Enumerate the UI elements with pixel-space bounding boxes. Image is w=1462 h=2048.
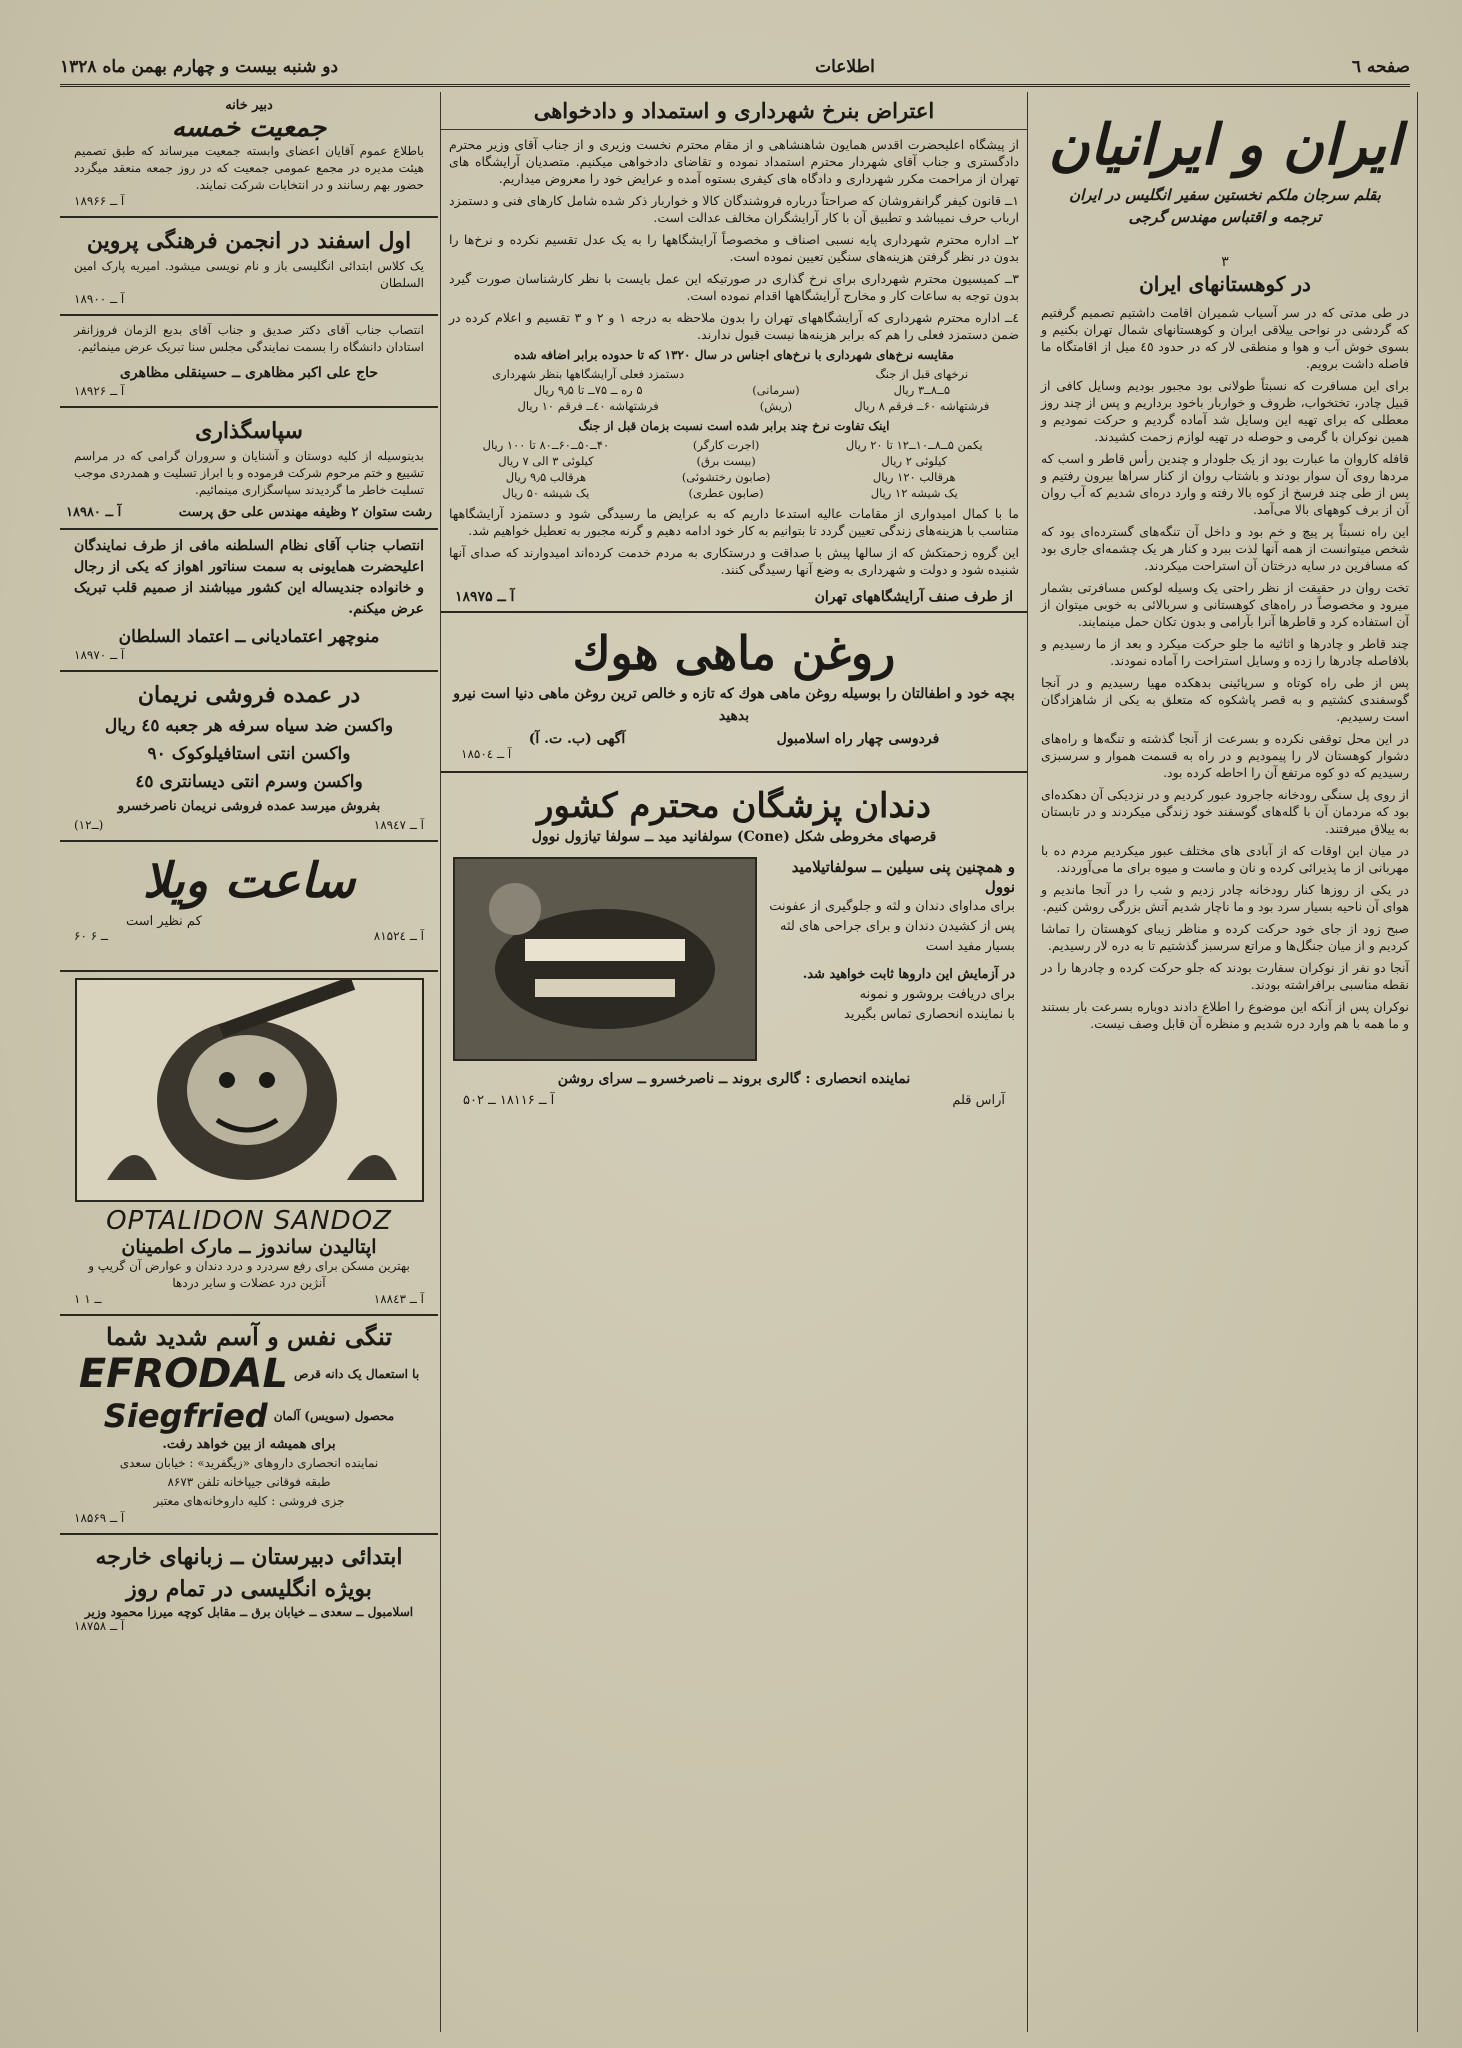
complaint-item: ۳ــ کمیسیون محترم شهرداری برای نرخ گذاری در صورتیکه این عمل بایست با نظر کارشناسان صورت گیرد بدون توجه به ساعات کار و مخارج آرایشگاهها اقدام نموده است. [449,271,1019,303]
dental-photo-icon [455,859,755,1059]
table-cell: فرشتهاشه ۶۰ــ فرقم ۸ ریال [854,399,990,413]
ad-school [60,1535,438,1639]
ad-code: ۶۰ ــ ۶ [74,929,109,943]
complaint-body-2 [441,505,1027,578]
ad-title: تنگی نفس و آسم شدید شما [106,1322,392,1351]
ad-text: انتصاب جناب آقای دکتر صدیق و جناب آقای بدیع الزمان فروزانفر استادان دانشگاه را بسمت نمایندگی مجلس سنا تبریک عرض مینمائیم. [74,323,424,354]
ad-agency: آگهی (ب. ت. آ) [528,731,626,747]
ad-subtitle: قرصهای مخروطی شکل (Cone) سولفانید مید ــ سولفا تیازول نوول [531,829,937,845]
ad-text: یک کلاس ابتدائی انگلیسی باز و نام نویسی میشود. امیریه پارک امین السلطان [74,259,424,290]
table-row [441,469,1027,485]
paragraph: صبح زود از جای خود حرکت کرده و مناظر زیبای کوهستان را تماشا کردیم و از میان جنگل‌ها و مراتع سرسبز گذشتیم تا به دره لار رسیدیم. [1041,921,1409,953]
ad-footer [66,929,432,943]
table-row [441,437,1027,453]
ad-subtitle: کم نظیر است [126,914,202,929]
ad-details [769,857,1015,1061]
ad-text: با نماینده انحصاری تماس بگیرید [844,1007,1015,1022]
ad-fish-oil [441,613,1027,773]
ad-maker-text: محصول (سویس) آلمان [273,1409,395,1423]
table-cell: (صابون رختشوئی) [681,470,771,484]
complaint-item: ۲ــ اداره محترم شهرداری پایه نسبی اصناف و مخصوصاً آرایشگاهها را به یک عدل تقسیم نکرده و نرخ‌ها را بدون در نظر گرفتن هزینه‌های سنگین تعیین نموده است. [449,232,1019,264]
ad-optalidon [60,972,438,1316]
table-cell: (اجرت کارگر) [692,438,760,452]
ad-item: واکسن وسرم انتی دیسانتری ٤٥ [135,772,363,792]
ad-code: آ ــ ۱۸۹۷۰ [74,648,125,662]
table-row [441,398,1027,414]
ads-column [60,92,438,2032]
ad-code: آ ــ ۱۸۵۶۹ [74,1511,125,1525]
table-cell: یک شیشه ۱۲ ریال [870,486,958,500]
ad-contact [453,731,1015,747]
page-number: صفحه ٦ [1351,57,1410,77]
ad-brand-row [66,1351,432,1397]
paragraph: تخت روان در حقیقت از نظر راحتی یک وسیله لوکس مسافرتی بشمار میرود و مخصوصاً در راه‌های کوهستانی و سربالائی به خوبی میتوان از آن استفاده کرد و قاطرها آنرا بآرامی و بدون تکان حمل مینمایند. [1041,580,1409,629]
article-iran-and-iranians [1033,92,1418,2032]
ad-text: ابتدائی دبیرستان ــ زبانهای خارجه [95,1544,403,1570]
table-cell: کیلوئی ۳ الی ۷ ریال [498,454,594,468]
ad-signature: حاج علی اکبر مظاهری ــ حسینقلی مظاهری [119,365,379,381]
table-cell: ۵ ره ــ ۷۵ــ تا ۹٫۵ ریال [533,383,643,397]
table-row [441,382,1027,398]
ad-text: بدینوسیله از کلیه دوستان و آشنایان و سروران گرامی که در مراسم تشییع و ختم مرحوم شرکت فرموده و با ابراز تسلیت و همدردی موجب تسلیت خاطر ما گردیدند سپاسگزاری مینمائیم. [74,449,424,497]
section-title: در کوهستانهای ایران [1139,272,1311,296]
page-header [60,50,1410,87]
table-cell: هرقالب ۱۲۰ ریال [872,470,956,484]
table-header-cell: نرخهای قبل از جنگ [875,367,969,381]
ad-title-fa: اپتالیدن ساندوز ــ مارک اطمینان [121,1236,377,1258]
table-cell: هرقالب ۹٫۵ ریال [505,470,587,484]
complaint-title: اعتراض بنرخ شهرداری و استمداد و دادخواهی [441,92,1027,130]
article-translator: ترجمه و اقتباس مهندس گرجی [1128,208,1322,226]
paragraph: نوکران پس از آنکه این موضوع را اطلاع دادند دوباره بسرعت بار بستند و ما همه با هم وارد دره شدیم و منظره آن قابل وصف نیست. [1041,999,1409,1031]
ad-foot-label: آراس قلم [952,1093,1005,1108]
ad-code: آ ــ ۱۸۱۱۶ ــ ۵۰۲ [463,1093,555,1108]
complaint-item: ۱ــ قانون کیفر گرانفروشان که صراحتاً درباره فروشندگان کالا و خواربار ذکر شده شامل کارهای فنی و دستمزد ارباب حرف نمیباشد و تطبیق آن با کار آرایشگران مخالف عدالت است. [449,193,1019,225]
article-title: ایران و ایرانیان [1048,112,1402,178]
complaint-footer [441,583,1027,613]
issue-date: دو شنبه بیست و چهارم بهمن ماه ۱۳۲۸ [60,57,339,77]
article-body [1033,304,1417,1032]
ad-code: آ ــ ۱۸۹۲۶ [74,384,125,398]
ad-congratulation-2 [60,530,438,672]
ad-parvin-society [60,218,438,316]
ad-brand: EFRODAL [78,1351,288,1397]
paper-name: اطلاعات [815,57,875,77]
table-cell: ۴۰ــ۵۰ــ۶۰ــ۸۰ تا ۱۰۰ ریال [482,438,610,452]
ad-signature: رشت ستوان ۲ وظیفه مهندس علی حق پرست [178,505,432,520]
headache-man-icon [77,980,422,1200]
ad-title: سپاسگذاری [195,418,303,444]
ad-efrodal [60,1316,438,1535]
section-number: ۳ [1221,254,1229,270]
ad-footer [66,1292,432,1306]
ad-item: واکسن ضد سیاه سرفه هر جعبه ٤٥ ریال [104,716,394,736]
ad-dentists [441,773,1027,1118]
ad-text: بچه خود و اطفالتان را بوسیله روغن ماهی هوك که تازه و خالص ترین روغن ماهی دنیا است نیرو بدهید [453,686,1015,724]
ad-head: دبیر خانه [225,98,273,113]
table-cell: (سرمانی) [752,383,800,397]
paragraph: چند قاطر و چادرها و اثاثیه ما جلو حرکت میکرد و بعد از ما رسیدیم و بلافاصله چادرها را زده و وسایل استراحت را آماده نمودند. [1041,636,1409,668]
ad-photo [453,857,757,1061]
ad-code: آ ــ ۸۱۵۲٤ [373,929,424,943]
ad-title: روغن ماهی هوك [572,626,896,680]
ad-code: آ ــ ۱۸۹۰۰ [74,292,125,306]
ad-footer [66,505,432,520]
ad-text: بویژه انگلیسی در تمام روز [126,1576,372,1602]
ad-address: اسلامبول ــ سعدی ــ خیابان برق ــ مقابل کوچه میرزا محمود وزیر [84,1605,414,1619]
table-row [441,453,1027,469]
table-cell: ۵ــ۸ــ۳ ریال [893,383,950,397]
ad-agent: نماینده انحصاری : گالری بروند ــ ناصرخسرو ــ سرای روشن [557,1071,911,1087]
paragraph: ما با کمال امیدواری از مقامات عالیه استدعا داریم که به عرایض ما رسیدگی شود و دستمزد آرایشگاهها متناسب با هزینه‌های زندگی تعیین گردد تا بتوانیم به کار خود ادامه دهیم و گرنه مجبور به تعطیل خواهیم شد. [449,506,1019,538]
table-row [441,485,1027,501]
ad-title: اول اسفند در انجمن فرهنگی پروین [86,228,412,254]
middle-column [440,92,1028,2032]
complaint-signature: از طرف صنف آرایشگاههای تهران [814,589,1013,605]
table-cell: فرشتهاشه ٤۰ــ فرقم ۱۰ ریال [517,399,659,413]
ad-code: آ ــ ۱۸۹٤۷ [373,818,424,832]
ad-footer [453,1093,1015,1108]
complaint-body [441,136,1027,343]
paragraph: از روی پل سنگی رودخانه جاجرود عبور کردیم و در نزدیکی آن دهکده‌ای بود که مردمان آن با گله‌های گوسفند خود زندگی میکردند و در تابستان به ییلاق میرفتند. [1041,787,1409,836]
ad-code: آ ــ ۱۸۹۷۵ [455,589,515,605]
ad-code: آ ــ ۱۸۸٤۳ [373,1292,424,1306]
paragraph: این راه نسبتاً پر پیچ و خم بود و داخل آن تنگه‌های گسترده‌ای بود که شخص میتوانست از همه آنها لذت ببرد و کنار هر یک چشمه‌ای جاری بود که مسافرین در سایه درختان آن استراحت میکردند. [1041,524,1409,573]
article-byline: بقلم سرجان ملکم نخستین سفیر انگلیس در ایران [1069,186,1381,204]
ad-text: برای مداوای دندان و لثه و جلوگیری از عفونت پس از کشیدن دندان و برای جراحی های لثه بسیار مفید است [769,899,1015,954]
ad-maker: Siegfried [103,1397,268,1435]
ad-title: جمعیت خمسه [171,113,327,143]
table-cell: یکمن ۵ــ۸ــ۱۰ــ۱۲ تا ۲۰ ریال [845,438,983,452]
table2-caption: اینک تفاوت نرخ چند برابر شده است نسبت بزمان قبل از جنگ [578,419,890,433]
ad-footer [66,818,432,832]
price-table-2 [441,437,1027,501]
ad-text: انتصاب جناب آقای نظام السلطنه مافی از طرف نمایندگان اعلیحضرت همایونی به سمت سناتور اهواز که یکی از رجال و خانواده جندیساله این کشور میباشند از صمیم قلب تبریک عرض میکنم. [74,538,424,617]
paragraph: قافله کاروان ما عبارت بود از یک جلودار و چندین رأس قاطر و اسب که مردها روی آن سوار بودند و باشتاب روان از کنار سراها بیرون رفتیم و پس از طی چند فرسخ از کوه بالا رفته و وارد دره‌ای شدیم که آب روان آن از برف کوههای بالا می‌آمد. [1041,451,1409,517]
ad-code: آ ــ ۱۸۷۵۸ [74,1619,125,1633]
ad-text: جزی فروشی : کلیه داروخانه‌های معتبر [153,1494,345,1508]
complaint-intro: از پیشگاه اعلیحضرت اقدس همایون شاهنشاهی و از مقام محترم نخست وزیری و از جناب آقای وزیر محترم دادگستری و جناب آقای شهردار محترم استمداد نموده و تقاضای دادخواهی میکنیم. متصدیان آرایشگاه های تهران از مراحمت مکرر شهرداری و دادگاه های کیفری بستوه آمده و عرایض خود را معروض میداریم. [449,137,1019,186]
paragraph: آنجا دو نفر از نوکران سفارت بودند که جلو حرکت کرده و چادرها را در نقطه مناسبی برافراشته بودند. [1041,960,1409,992]
ad-text: طبقه فوقانی جیپاخانه تلفن ۸۶۷۳ [167,1475,331,1489]
paragraph: در طی مدتی که در سر آسیاب شمیران اقامت داشتیم تصمیم گرفتیم که گردشی در نواحی ییلاقی ایران و کوهستانهای شمال تهران بکنیم و بسوی خوش آب و هوا و منطقی لار که در حدود ٤٥ میل از اقامتگاه ما فاصله داشت برویم. [1041,305,1410,371]
ad-code: ۱ ــ ۱ [74,1292,102,1306]
ad-nariman-wholesale [60,672,438,842]
ad-text: باطلاع عموم آقایان اعضای وابسته جمعیت میرساند که طبق تصمیم هیئت مدیره در مجمع عمومی جمعیت که در روز جمعه منعقد میگردد حضور بهم رسانند و در انتخابات شرکت نمایند. [74,144,424,192]
table-cell: یک شیشه ۵۰ ریال [502,486,590,500]
complaint-item: ٤ــ اداره محترم شهرداری که آرایشگاههای تهران را بدون ملاحظه به درجه ۱ و ۲ و ۳ تقسیم و اعلام کرده در ضمن دستمزد فعلی را هم که برابر هزینه‌ها نیست قبول ندارند. [449,310,1019,342]
paragraph: این گروه زحمتکش که از سالها پیش با صداقت و درستکاری به مردم خدمت کرده‌اند امیدوارند که صدای آنها شنیده شود و دولت و شهرداری به وضع آنها رسیدگی کنند. [449,545,1019,577]
ad-code: آ ــ ۱۸۹۶۶ [74,194,125,208]
ad-congratulation-1 [60,316,438,408]
ad-signature: منوچهر اعتمادیانی ــ اعتماد السلطان [118,627,380,647]
table-header-cell [735,366,816,382]
ad-text: برای همیشه از بین خواهد رفت. [162,1437,336,1452]
table-caption: مقایسه نرخ‌های شهرداری با نرخ‌های اجناس در سال ۱۳۲۰ که تا حدوده برابر اضافه شده [514,348,954,362]
ad-khamse-society [60,92,438,218]
ad-item: واکسن انتی استافیلوکوک ۹۰ [147,744,351,764]
paragraph: برای این مسافرت که نسبتاً طولانی بود مجبور بودیم وسایل کافی از قبیل چادر، تختخواب، ظروف و خواربار باخود برداریم و پس از چند روز معطلی که برای تهیه این وسایل شد آماده گردیم و حرکت نمودیم و همین نوکران با گرمی و حوصله در تهیه لوازم زحمت کشیدند. [1041,378,1409,444]
ad-text: در آزمایش این داروها ثابت خواهید شد. [802,967,1015,982]
table-cell: کیلوئی ۲ ریال [881,454,948,468]
ad-code: آ ــ ۱۸۵۰٤ [461,747,512,761]
paragraph: پس از طی راه کوتاه و سرپائینی بدهکده مهیا رسیدیم و در آنجا گوسفندی کشتیم و به قصر پاشکوه که متعلق به یکی از شاهزادگان است رسیدیم. [1041,675,1409,724]
price-table [441,366,1027,414]
ad-title: در عمده فروشی نریمان [137,682,361,708]
ad-gratitude [60,408,438,530]
ad-code: (۱ــ۲) [74,818,104,832]
ad-illustration [75,978,424,1202]
table-cell: (بیست برق) [696,454,756,468]
ad-content [453,857,1015,1061]
ad-heading: و همچنین پنی سیلین ــ سولفاتیلامید نوول [791,858,1015,896]
ad-title: ساعت ویلا [142,853,356,909]
table-header-cell: دستمزد فعلی آرایشگاهها بنظر شهرداری [492,367,685,381]
table-cell: (ریش) [759,399,793,413]
ad-villa-watch [60,842,438,972]
ad-text: برای دریافت بروشور و نمونه [859,987,1015,1002]
ad-code: آ ــ ۱۸۹۸۰ [66,505,122,520]
paragraph: در یکی از روزها کنار رودخانه چادر زدیم و شب را در آنجا ماندیم و هوای آن ناحیه بسیار سرد بود و ما ناچار شدیم آتش بزرگی روشن کنیم. [1041,882,1409,914]
ad-title: دندان پزشگان محترم کشور [537,786,931,826]
paragraph: در میان این اوقات که از آبادی های مختلف عبور میکردیم مردم ده با مهربانی از ما پذیرائی کرده و نان و ماست و میوه برای ما می‌آوردند. [1041,843,1409,875]
ad-text: بهترین مسکن برای رفع سردرد و درد دندان و عوارض آن گریپ و آنژین درد عضلات و سایر دردها [88,1259,410,1290]
ad-title: OPTALIDON SANDOZ [106,1206,392,1236]
ad-text: نماینده انحصاری داروهای «زیگفرید» : خیابان سعدی [119,1456,379,1470]
ad-text: بفروش میرسد عمده فروشی نریمان ناصرخسرو [117,799,381,814]
table-header-row [441,366,1027,382]
paragraph: در این محل توقفی نکرده و بسرعت از آنجا گذشته و تنگه‌ها و راه‌های دشوار کوهستان لار را پیمودیم و در راه به قسمت هموار و سرسبزی رسیدیم که دو کوه مرتفع آن را احاطه کرده بود. [1041,731,1409,780]
ad-brand-text: با استعمال یک دانه قرص [293,1367,420,1381]
ad-maker-row [66,1397,432,1435]
table-cell: (صابون عطری) [688,486,764,500]
ad-address: فردوسی چهار راه اسلامبول [776,731,940,747]
